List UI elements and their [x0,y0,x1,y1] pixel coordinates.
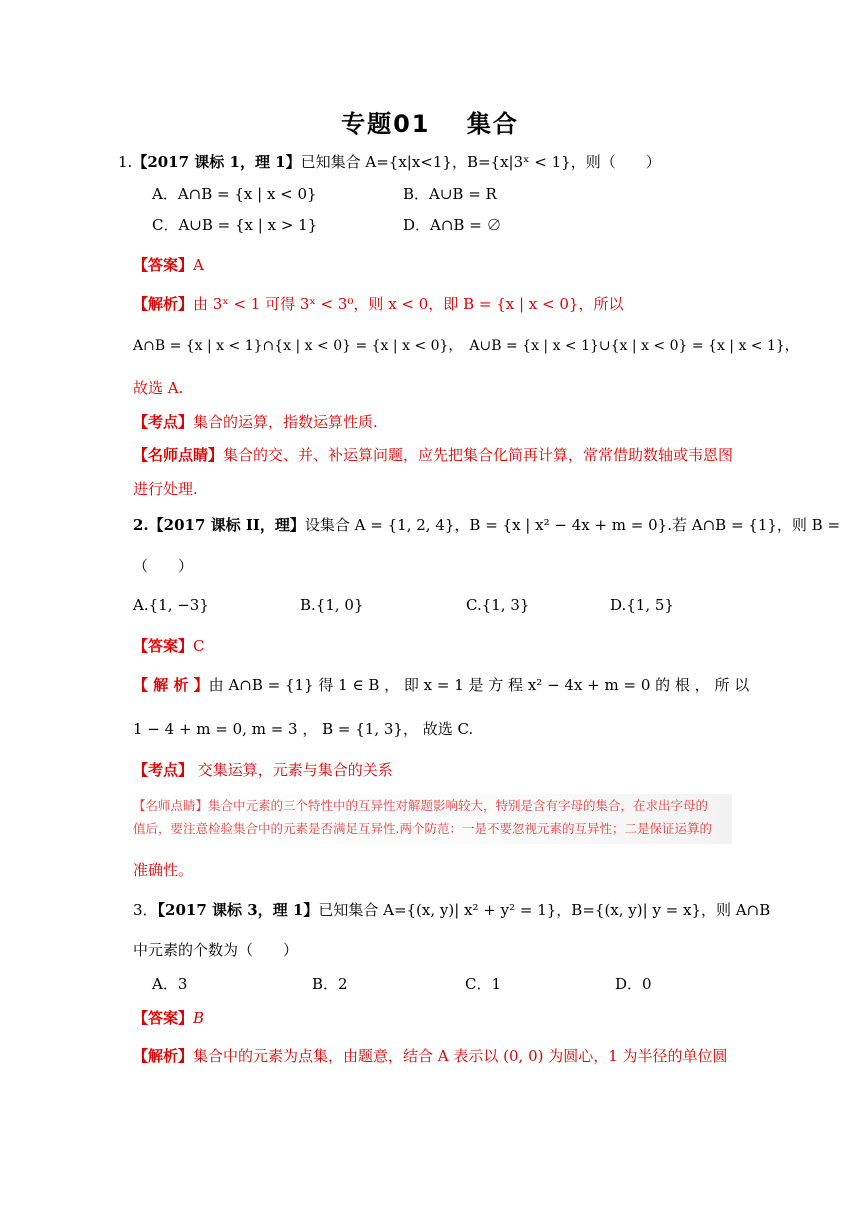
q3-option-b: B．2 [312,975,348,993]
question-1-source: 【2017 课标 1，理 1】 [132,153,301,171]
q2-analysis-line-1: 【 解 析 】由 A∩B = {1} 得 1 ∈ B ， 即 x = 1 是 方 程 x² − 4x + m = 0 的 根 ， 所 以 [133,676,750,694]
q1-option-d: D．A∩B = ∅ [403,216,502,234]
q3-option-d: D．0 [615,975,652,993]
page-title: 专题01 集合 [341,110,519,138]
q2-mingshi-line-3: 准确性。 [133,861,194,879]
q2-mingshi-line-1: 【名师点睛】集合中元素的三个特性中的互异性对解题影响较大，特别是含有字母的集合，在求出字母的 [133,798,709,813]
q2-kaodian: 【考点】 交集运算，元素与集合的关系 [133,761,393,779]
q1-analysis-line-1: 【解析】由 3ˣ < 1 可得 3ˣ < 3⁰，则 x < 0，即 B = {x | x < 0}，所以 [133,295,624,313]
q2-option-a: A.{1, −3} [133,596,209,614]
q1-kaodian: 【考点】集合的运算，指数运算性质. [133,413,378,431]
q2-option-c: C.{1, 3} [466,596,530,614]
question-3-stem-line-2: 中元素的个数为（ ） [133,941,299,959]
question-3-source: 【2017 课标 3，理 1】 [157,901,319,919]
q3-analysis-line-1: 【解析】集合中的元素为点集，由题意，结合 A 表示以 (0, 0) 为圆心，1 为半径的单位圆 [133,1047,728,1065]
q1-answer: 【答案】A [133,256,204,274]
q1-option-c: C．A∪B = {x | x > 1} [152,216,318,234]
q1-option-b: B．A∪B = R [403,185,497,203]
question-2-stem-line-2: （ ） [133,557,194,575]
q1-option-a: A．A∩B = {x | x < 0} [152,185,317,203]
q1-analysis-line-2: A∩B = {x | x < 1}∩{x | x < 0} = {x | x < 0}， A∪B = {x | x < 1}∪{x | x < 0} = {x | x < 1}， [133,338,799,354]
q2-option-b: B.{1, 0} [300,596,364,614]
q2-option-d: D.{1, 5} [610,596,674,614]
q2-analysis-line-2: 1 − 4 + m = 0, m = 3 ， B = {1, 3}， 故选 C. [133,720,474,738]
q2-mingshi-line-2: 值后，要注意检验集合中的元素是否满足互异性.两个防范：一是不要忽视元素的互异性；二是保证运算的 [133,821,712,836]
question-3-stem: 3．【2017 课标 3，理 1】已知集合 A={(x, y)| x² + y² = 1}，B={(x, y)| y = x}，则 A∩B [133,901,771,919]
q1-mingshi-line-1: 【名师点睛】集合的交、并、补运算问题，应先把集合化简再计算，常常借助数轴或韦恩图 [133,446,734,464]
q3-answer: 【答案】B [133,1009,205,1027]
q1-analysis-line-3: 故选 A. [133,379,184,397]
q3-option-a: A．3 [152,975,188,993]
question-2-stem: 2.【2017 课标 II，理】设集合 A = {1, 2, 4}，B = {x | x² − 4x + m = 0}.若 A∩B = {1}，则 B = [133,516,841,534]
q1-mingshi-line-2: 进行处理. [133,480,198,498]
q3-option-c: C．1 [465,975,502,993]
question-2-source: 【2017 课标 II，理】 [148,516,305,534]
q2-answer: 【答案】C [133,637,205,655]
question-1-stem: 1.【2017 课标 1，理 1】已知集合 A={x|x<1}，B={x|3ˣ < 1}，则（ ） [118,153,661,171]
